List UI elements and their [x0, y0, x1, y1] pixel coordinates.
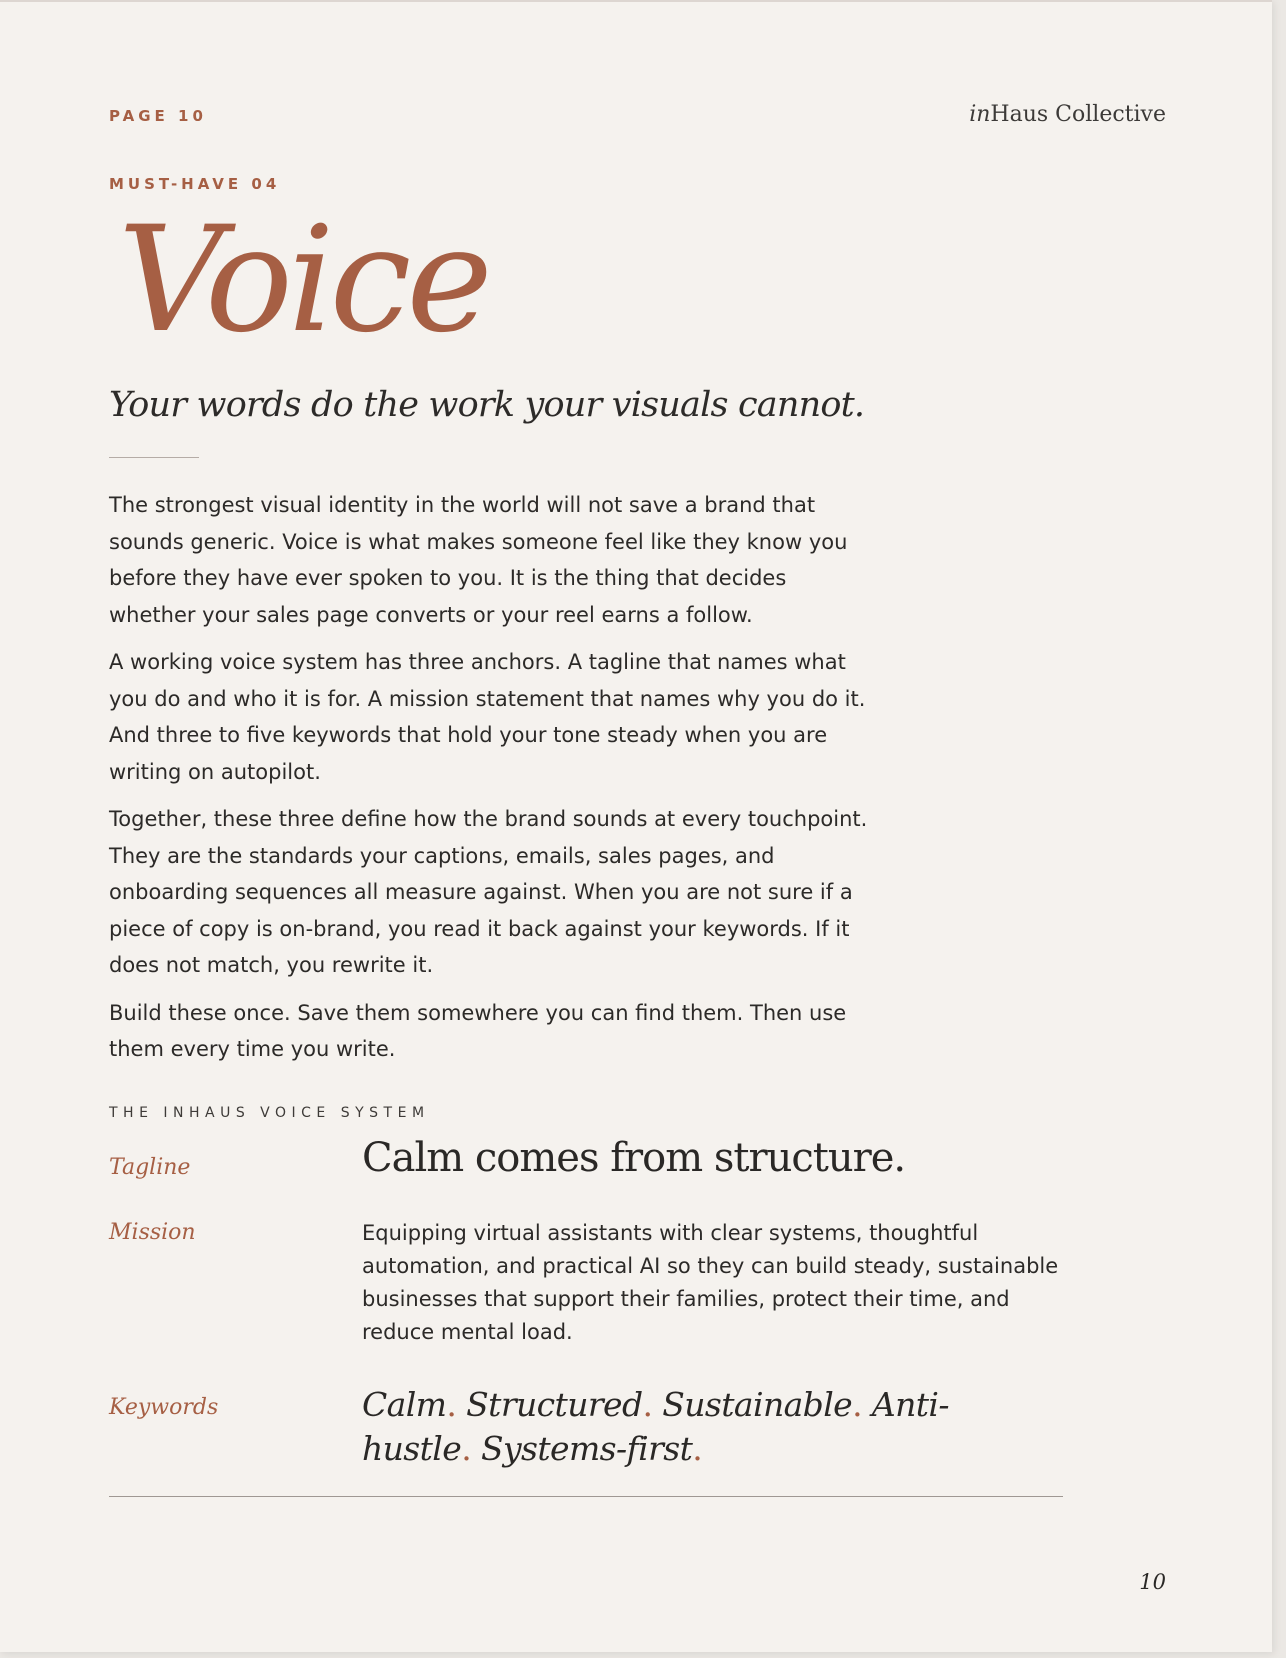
body-paragraph: A working voice system has three anchors. A tagline that names what you do and who it is for. A mission statement that names why you do it. And three to five keywords that hold your tone steady when you are writing on autopilot.	[109, 650, 866, 784]
keyword: Structured	[466, 1385, 643, 1424]
keyword: Systems-first	[480, 1429, 693, 1468]
brand-name-italic: in	[969, 102, 991, 127]
page-number: 10	[1139, 1570, 1166, 1594]
tagline-value: Calm comes from structure.	[362, 1135, 906, 1181]
brand-name-rest: Haus Collective	[990, 102, 1166, 127]
brand-name	[969, 102, 1166, 127]
voice-system-heading: THE INHAUS VOICE SYSTEM	[109, 1105, 430, 1121]
body-paragraph: The strongest visual identity in the world will not save a brand that sounds generic. Voice is what makes someone feel like they know you before they have ever spoken to you. It is the thing that decides whether your sales page converts or your reel earns a follow.	[109, 493, 848, 627]
keyword-separator: .	[642, 1385, 653, 1424]
mission-value: Equipping virtual assistants with clear systems, thoughtful automation, and practical AI so they can build steady, sustainable businesses that support their families, protect their time, and reduce mental load.	[362, 1221, 1059, 1344]
mission-label: Mission	[109, 1220, 196, 1245]
keyword-separator: .	[852, 1385, 862, 1424]
tagline-label: Tagline	[109, 1155, 191, 1180]
page-subtitle: Your words do the work your visuals cannot.	[109, 385, 865, 425]
keyword-separator: .	[446, 1385, 457, 1424]
section-eyebrow: MUST-HAVE 04	[109, 175, 281, 193]
keyword: Calm	[362, 1385, 447, 1424]
section-divider	[109, 1496, 1063, 1497]
subtitle-divider	[109, 457, 199, 458]
body-paragraph: Together, these three define how the brand sounds at every touchpoint. They are the standards your captions, emails, sales pages, and onboarding sequences all measure against. When you are not sure if a piece of copy is on-brand, you read it back against your keywords. If it does not match, you rewrite it.	[109, 807, 868, 977]
page-title: Voice	[118, 195, 488, 365]
keyword-separator: .	[461, 1429, 472, 1468]
body-text	[109, 487, 869, 1079]
keyword: Anti-hustle	[362, 1385, 949, 1468]
keywords-list	[362, 1383, 1042, 1471]
page-label: PAGE 10	[109, 107, 207, 125]
body-paragraph: Build these once. Save them somewhere you can find them. Then use them every time you write.	[109, 1000, 847, 1061]
keyword: Sustainable	[662, 1385, 853, 1424]
keyword-separator: .	[692, 1429, 703, 1468]
keywords-label: Keywords	[109, 1395, 219, 1420]
